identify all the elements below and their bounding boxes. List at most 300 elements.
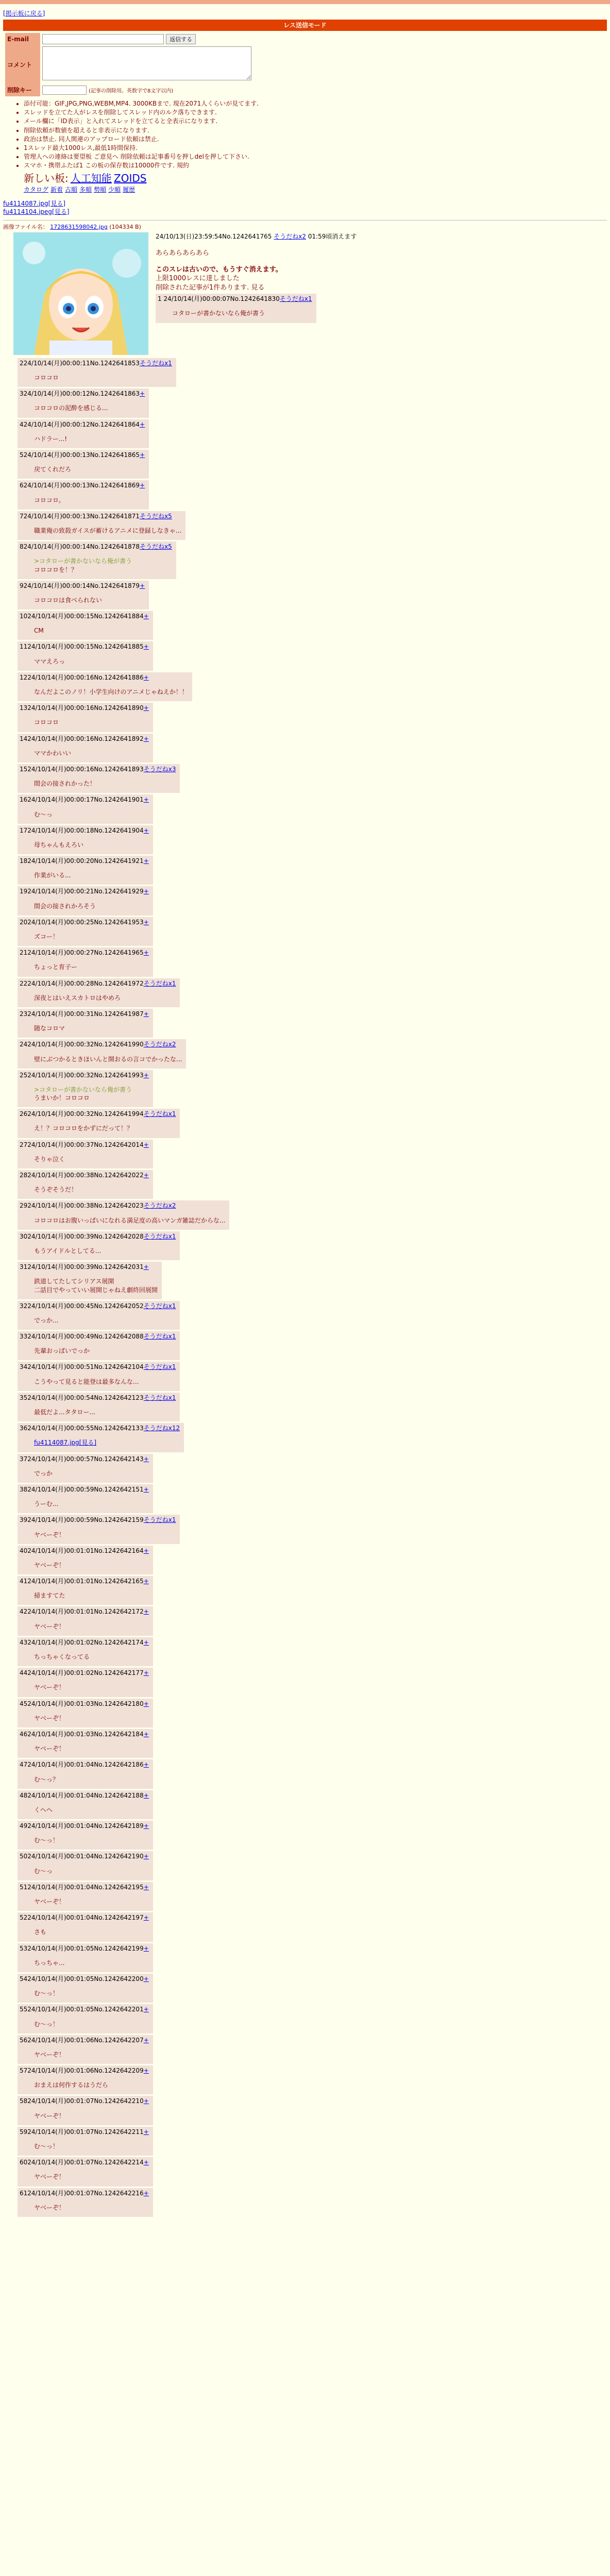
sod-button[interactable]: そうだねx1	[143, 1302, 176, 1310]
reply-meta: 24/10/14(月)00:01:04No.1242642188	[27, 1791, 144, 1799]
reply-meta: 24/10/14(月)00:00:15No.1242641885	[27, 643, 144, 651]
sod-button[interactable]: +	[143, 673, 149, 681]
sod-button[interactable]: +	[143, 2189, 149, 2197]
reply-17	[18, 825, 153, 854]
reply-body	[34, 1408, 176, 1416]
reply-meta: 24/10/14(月)00:00:32No.1242641990	[27, 1041, 144, 1048]
reply-body	[34, 1347, 176, 1355]
reply-line: おまえは何作するはうだら	[34, 2081, 109, 2089]
reply-line: コロコロはお腹いっぱいになれる満足度の高いマンガ雑誌だからな...	[34, 1216, 226, 1224]
sod-button[interactable]: そうだねx1	[279, 295, 312, 303]
sod-button[interactable]: +	[143, 2006, 149, 2013]
sod-button[interactable]: +	[143, 1263, 149, 1271]
reply-meta: 24/10/14(月)00:00:11No.1242641853	[23, 359, 140, 367]
reply-29	[18, 1200, 229, 1229]
reply-meta: 24/10/14(月)00:01:04No.1242642197	[27, 1914, 144, 1922]
reply-meta: 24/10/14(月)00:00:17No.1242641901	[27, 796, 144, 804]
reply-number: 54	[20, 1975, 28, 1982]
reply-body	[34, 2020, 149, 2028]
reply-body	[34, 933, 149, 941]
side-file-link[interactable]: fu4114104.jpeg[見る]	[3, 208, 70, 215]
reply-meta: 24/10/14(月)00:00:13No.1242641871	[23, 512, 140, 520]
reply-meta: 24/10/14(月)00:00:25No.1242641953	[27, 918, 144, 926]
reply-number: 19	[20, 888, 28, 895]
reply-line: 深夜とはいえスカトロはやめろ	[34, 994, 121, 1002]
reply-meta: 24/10/14(月)00:01:05No.1242642199	[27, 1944, 144, 1952]
reply-number: 11	[20, 643, 28, 651]
sod-button[interactable]: +	[143, 1455, 149, 1463]
sod-button[interactable]: +	[140, 420, 145, 428]
reply-7	[18, 511, 185, 540]
reply-40	[18, 1546, 153, 1574]
sod-button[interactable]: そうだねx1	[143, 1394, 176, 1401]
sod-button[interactable]: そうだねx1	[143, 1333, 176, 1341]
reply-meta: 24/10/14(月)00:00:31No.1242641987	[27, 1010, 144, 1018]
reply-line: コロコロの泥酔を感じる...	[34, 404, 108, 412]
reply-body	[34, 1531, 176, 1539]
reply-23	[18, 1009, 153, 1038]
reply-meta: 24/10/14(月)00:00:45No.1242642052	[27, 1302, 144, 1310]
reply-body	[34, 688, 188, 696]
reply-body	[34, 1653, 149, 1661]
reply-number: 12	[20, 673, 28, 681]
rule-item: • スマホ・携帯ふたば1 この板の保存数は10000件です. 規約	[24, 161, 607, 170]
new-board-prefix: 新しい板:	[24, 172, 69, 185]
sod-button[interactable]: +	[143, 826, 149, 834]
reply-56	[18, 2035, 153, 2064]
reply-line: ハドラー...!	[34, 435, 67, 443]
reply-number: 46	[20, 1730, 28, 1738]
reply-61	[18, 2188, 153, 2217]
sod-button[interactable]: +	[143, 1700, 149, 1707]
reply-body	[34, 2173, 149, 2181]
reply-body	[34, 657, 149, 666]
reply-line: ヤベーぞ！	[34, 2112, 65, 2120]
reply-48	[18, 1790, 153, 1819]
reply-line: 作業がいる...	[34, 872, 71, 879]
sod-button[interactable]: +	[143, 1883, 149, 1891]
reply-body	[34, 749, 149, 757]
sod-button[interactable]: そうだねx1	[143, 1363, 176, 1371]
sod-button[interactable]: そうだねx5	[140, 512, 172, 520]
reply-number: 29	[20, 1202, 28, 1210]
reply-meta: 24/10/14(月)00:01:02No.1242642174	[27, 1638, 144, 1646]
reply-number: 42	[20, 1608, 28, 1616]
reply-body	[34, 1714, 149, 1722]
reply-44	[18, 1668, 153, 1697]
reply-meta: 24/10/14(月)00:01:07No.1242642210	[27, 2097, 144, 2105]
reply-body	[34, 1086, 149, 1102]
reply-body	[34, 1867, 149, 1875]
reply-line: でっか	[34, 1469, 53, 1477]
sod-button[interactable]: +	[143, 613, 149, 620]
reply-57	[18, 2065, 153, 2094]
reply-meta: 24/10/14(月)00:00:38No.1242642023	[27, 1202, 144, 1210]
reply-body	[34, 374, 172, 382]
reply-line: む〜っ！	[34, 1837, 59, 1844]
reply-number: 25	[20, 1071, 28, 1079]
reply-body	[34, 2204, 149, 2212]
reply-33	[18, 1331, 180, 1360]
catalog-link[interactable]: 少順	[108, 186, 121, 194]
reply-number: 20	[20, 918, 28, 926]
rule-item: • メール欄に「ID表示」と入れてスレッドを立てると全表示になります.	[24, 117, 607, 125]
reply-form	[5, 33, 253, 96]
reply-line: もうアイドルとしてる...	[34, 1247, 101, 1255]
reply-line: コロコロ。	[34, 496, 65, 504]
reply-list	[3, 358, 607, 2217]
catalog-link[interactable]: 新着	[50, 186, 63, 194]
reply-line: ちょっと育子ー	[34, 963, 78, 971]
sod-button[interactable]: +	[143, 949, 149, 957]
sod-button[interactable]: +	[143, 704, 149, 712]
reply-body	[34, 1055, 182, 1063]
board-link-ai[interactable]: 人工知能	[70, 172, 112, 185]
delete-key-note: (記事の削除用。英数字で8文字以内)	[89, 88, 174, 94]
reply-meta: 24/10/14(月)00:01:03No.1242642180	[27, 1700, 144, 1707]
reply-line: でっか...	[34, 1316, 59, 1324]
reply-line: ヤベーぞ！	[34, 1714, 65, 1722]
reply-number: 37	[20, 1455, 28, 1463]
file-link[interactable]: fu4114087.jpg[見る]	[34, 1439, 97, 1447]
reply-number: 9	[20, 582, 24, 589]
reply-39	[18, 1515, 180, 1544]
op-thumbnail[interactable]	[13, 232, 148, 355]
sod-button[interactable]: +	[143, 1608, 149, 1616]
reply-meta: 24/10/14(月)00:01:01No.1242642172	[27, 1608, 144, 1616]
reply-line: ちっちゃくなってる	[34, 1653, 90, 1660]
reply-body	[34, 404, 145, 412]
reply-32	[18, 1301, 180, 1330]
reply-3	[18, 388, 149, 417]
catalog-link[interactable]: 勢順	[94, 186, 107, 194]
reply-meta: 24/10/14(月)00:01:07No.1242642211	[27, 2128, 144, 2136]
reply-meta: 24/10/14(月)00:00:39No.1242642028	[27, 1232, 144, 1240]
sod-button[interactable]: +	[143, 1669, 149, 1677]
sod-button[interactable]: +	[143, 1547, 149, 1554]
sod-button[interactable]: そうだねx1	[140, 359, 172, 367]
reply-body	[34, 1591, 149, 1600]
reply-line: 戻てくれだろ	[34, 466, 72, 473]
reply-number: 36	[20, 1425, 28, 1432]
op-file-size: (104334 B)	[109, 224, 141, 231]
reply-body	[34, 1316, 176, 1325]
reply-1	[156, 294, 316, 323]
reply-meta: 24/10/14(月)00:01:01No.1242642165	[27, 1578, 144, 1585]
sod-button[interactable]: +	[143, 2036, 149, 2044]
email-label: E-mail	[5, 33, 40, 45]
reply-line: コロコロ	[34, 719, 59, 726]
sod-button[interactable]: そうだねx5	[140, 543, 172, 551]
reply-body	[34, 1836, 149, 1844]
reply-27	[18, 1140, 153, 1168]
reply-meta: 24/10/14(月)00:00:16No.1242641886	[27, 673, 144, 681]
divider	[3, 220, 607, 221]
reply-number: 28	[20, 1172, 28, 1179]
reply-meta: 24/10/14(月)00:00:28No.1242641972	[27, 979, 144, 987]
reply-5	[18, 450, 149, 479]
sod-button[interactable]: +	[143, 643, 149, 651]
reply-body	[34, 435, 145, 443]
reply-14	[18, 734, 153, 762]
back-to-board-link[interactable]: [掲示板に戻る]	[3, 10, 45, 17]
reply-line: 随なコロマ	[34, 1025, 65, 1032]
reply-body	[34, 626, 149, 635]
reply-meta: 24/10/14(月)00:00:54No.1242642123	[27, 1394, 144, 1401]
catalog-link[interactable]: 古順	[65, 186, 78, 194]
sod-button[interactable]: そうだねx1	[143, 1110, 176, 1118]
sod-button[interactable]: そうだねx2	[143, 1041, 176, 1048]
reply-number: 43	[20, 1638, 28, 1646]
reply-38	[18, 1484, 153, 1513]
delete-key-label: 削除キー	[5, 84, 40, 96]
sod-button[interactable]: +	[143, 1010, 149, 1018]
reply-line: コロコロ	[34, 374, 59, 382]
sod-button[interactable]: そうだねx1	[143, 1516, 176, 1524]
op-file-link[interactable]: 1728631598042.jpg	[50, 224, 108, 231]
reply-13	[18, 703, 153, 732]
reply-line: 職業俺の致殺ガイスが蓄けるアニメに登録しなきゃ...	[34, 527, 182, 534]
sod-button[interactable]: +	[143, 1172, 149, 1179]
rule-item: • 削除依頼が数値を超えると非表示になります.	[24, 126, 607, 134]
reply-line: ママえろっ	[34, 657, 65, 665]
reply-number: 2	[20, 359, 24, 367]
reply-line: 間会の接されかろそう	[34, 902, 96, 910]
sod-button[interactable]: そうだねx2	[143, 1202, 176, 1210]
reply-meta: 24/10/14(月)00:01:04No.1242642195	[27, 1883, 144, 1891]
op-line: 上限1000レスに達しました	[156, 275, 240, 283]
reply-line: ヤベーぞ！	[34, 1561, 65, 1569]
catalog-link[interactable]: 多順	[79, 186, 92, 194]
reply-21	[18, 947, 153, 976]
reply-16	[18, 794, 153, 823]
side-file-links	[3, 199, 607, 216]
reply-line: ズコー！	[34, 933, 59, 940]
reply-line: む〜っ！	[34, 1990, 59, 1997]
reply-meta: 24/10/14(月)00:00:49No.1242642088	[27, 1333, 144, 1341]
reply-body	[34, 2050, 149, 2059]
catalog-link[interactable]: 履歴	[123, 186, 135, 194]
reply-body	[34, 1897, 149, 1906]
reply-line: 二話目でやっていい展開じゃねえ劇終回展開	[34, 1286, 158, 1294]
reply-54	[18, 1974, 153, 2003]
sod-button[interactable]: そうだねx1	[143, 979, 176, 987]
reply-line: さも	[34, 1928, 47, 1936]
reply-body	[34, 810, 149, 819]
reply-meta: 24/10/14(月)00:01:05No.1242642201	[27, 2006, 144, 2013]
reply-meta: 1 24/10/14(月)00:00:07No.1242641830	[158, 295, 280, 303]
reply-body	[34, 465, 145, 473]
reply-line: ヤベーぞ！	[34, 1898, 65, 1905]
reply-meta: 24/10/14(月)00:00:13No.1242641865	[23, 451, 140, 459]
reply-line: 壁にぶつかるときほいんと開おるの言コでかったな...	[34, 1055, 182, 1063]
reply-body	[34, 779, 176, 788]
sod-button[interactable]: +	[143, 2097, 149, 2105]
sod-button[interactable]: +	[140, 390, 145, 398]
sod-button[interactable]: そうだねx3	[143, 765, 176, 773]
reply-line: そうぞそうだ！	[34, 1186, 78, 1194]
reply-49	[18, 1821, 153, 1850]
reply-line: む〜っ？	[34, 1775, 59, 1783]
reply-meta: 24/10/14(月)00:00:51No.1242642104	[27, 1363, 144, 1371]
reply-number: 3	[20, 390, 24, 398]
reply-body	[34, 1277, 158, 1294]
reply-number: 39	[20, 1516, 28, 1524]
rule-item: • 添付可能：GIF,JPG,PNG,WEBM,MP4. 3000KBまで. 現在2071人くらいが見てます.	[24, 99, 607, 108]
reply-number: 31	[20, 1263, 28, 1271]
reply-number: 60	[20, 2159, 28, 2166]
sod-button[interactable]: +	[143, 888, 149, 895]
submit-reply-button[interactable]: 返信する	[166, 34, 196, 44]
reply-line: ヤベーぞ！	[34, 1745, 65, 1753]
reply-body	[34, 527, 181, 535]
reply-line: こうやって見ると能登は最多なんな...	[34, 1378, 139, 1385]
reply-body	[34, 1378, 176, 1386]
reply-number: 21	[20, 949, 28, 957]
sod-button[interactable]: +	[143, 1730, 149, 1738]
reply-50	[18, 1851, 153, 1880]
sod-button[interactable]: そうだねx12	[143, 1425, 180, 1432]
reply-meta: 24/10/14(月)00:00:32No.1242641993	[27, 1071, 144, 1079]
reply-10	[18, 611, 153, 640]
quote-line: >コタローが書かないなら俺が書う	[34, 557, 132, 565]
sod-button[interactable]: +	[143, 2067, 149, 2075]
reply-number: 22	[20, 979, 28, 987]
reply-45	[18, 1699, 153, 1727]
reply-20	[18, 917, 153, 946]
reply-meta: 24/10/14(月)00:00:16No.1242641890	[27, 704, 144, 712]
file-label: 画像ファイル名：	[3, 224, 48, 231]
rule-item: • 管理人への連絡は要望板 ご意見へ 削除依頼は記事番号を押しdelを押して下さい.	[24, 152, 607, 161]
reply-meta: 24/10/14(月)00:01:05No.1242642200	[27, 1975, 144, 1982]
reply-41	[18, 1576, 153, 1605]
reply-number: 58	[20, 2097, 28, 2105]
reply-body	[34, 1216, 225, 1225]
sod-button[interactable]: +	[143, 1853, 149, 1860]
reply-meta: 24/10/14(月)00:00:39No.1242642031	[27, 1263, 144, 1271]
reply-meta: 24/10/14(月)00:01:03No.1242642184	[27, 1730, 144, 1738]
reply-26	[18, 1109, 180, 1138]
reply-number: 51	[20, 1883, 28, 1891]
sod-button[interactable]: +	[143, 1822, 149, 1830]
comment-textarea[interactable]	[42, 46, 251, 80]
reply-24	[18, 1039, 186, 1068]
op-post	[3, 232, 607, 323]
sod-button[interactable]: +	[143, 918, 149, 926]
reply-12	[18, 672, 192, 701]
reply-body	[34, 1024, 149, 1032]
reply-43	[18, 1637, 153, 1666]
reply-body	[34, 1247, 176, 1255]
sod-button[interactable]: +	[140, 582, 145, 589]
reply-number: 13	[20, 704, 28, 712]
reply-body	[34, 1185, 149, 1194]
board-link-zoids[interactable]: ZOIDS	[114, 172, 147, 185]
sod-button[interactable]: +	[143, 1791, 149, 1799]
reply-line: ヤベーぞ！	[34, 2173, 65, 2181]
sod-button[interactable]: +	[143, 735, 149, 742]
reply-body	[34, 1928, 149, 1936]
op-sod-button[interactable]: そうだねx2	[274, 232, 307, 240]
sod-button[interactable]: +	[143, 1761, 149, 1769]
sod-button[interactable]: +	[143, 1578, 149, 1585]
reply-line: え！？コロコロをかずにだって！？	[34, 1125, 133, 1132]
rule-item: • 政治は禁止. 同人関連のアップロード依頼は禁止.	[24, 135, 607, 143]
reply-52	[18, 1912, 153, 1941]
reply-body	[34, 902, 149, 910]
reply-line: ヤベーぞ！	[34, 1684, 65, 1691]
sod-button[interactable]: +	[143, 796, 149, 804]
reply-body	[34, 496, 145, 504]
reply-9	[18, 581, 149, 609]
sod-button[interactable]: +	[140, 451, 145, 459]
reply-number: 32	[20, 1302, 28, 1310]
reply-line: ヤベーぞ！	[34, 1622, 65, 1630]
reply-meta: 24/10/14(月)00:00:59No.1242642159	[27, 1516, 144, 1524]
sod-button[interactable]: +	[143, 1975, 149, 1982]
reply-number: 40	[20, 1547, 28, 1554]
reply-number: 50	[20, 1853, 28, 1860]
sod-button[interactable]: +	[143, 1485, 149, 1493]
reply-number: 7	[20, 512, 24, 520]
reply-4	[18, 419, 149, 448]
reply-number: 48	[20, 1791, 28, 1799]
reply-number: 30	[20, 1232, 28, 1240]
email-field[interactable]	[42, 34, 164, 44]
reply-number: 38	[20, 1485, 28, 1493]
reply-line: む〜っ！	[34, 2143, 59, 2150]
reply-number: 4	[20, 420, 24, 428]
reply-31	[18, 1262, 162, 1299]
reply-meta: 24/10/14(月)00:01:04No.1242642190	[27, 1853, 144, 1860]
reply-number: 26	[20, 1110, 28, 1118]
reply-body	[34, 1744, 149, 1753]
sod-button[interactable]: +	[143, 857, 149, 865]
reply-number: 41	[20, 1578, 28, 1585]
rule-item: • 1スレッド最大1000レス,最低1時間保持.	[24, 144, 607, 152]
reply-line: コロコロを！？	[34, 566, 78, 573]
reply-body	[34, 1500, 149, 1508]
reply-body	[34, 1806, 149, 1814]
side-file-link[interactable]: fu4114087.jpg[見る]	[3, 199, 66, 207]
sod-button[interactable]: そうだねx1	[143, 1232, 176, 1240]
reply-body	[34, 1469, 149, 1478]
reply-meta: 24/10/14(月)00:00:16No.1242641892	[27, 735, 144, 742]
top-strip	[0, 0, 610, 4]
sod-button[interactable]: +	[143, 1638, 149, 1646]
reply-line: くへへ	[34, 1806, 53, 1814]
reply-number: 61	[20, 2189, 28, 2197]
sod-button[interactable]: +	[143, 1944, 149, 1952]
catalog-link[interactable]: カタログ	[24, 186, 49, 194]
sod-button[interactable]: +	[143, 1914, 149, 1922]
sod-button[interactable]: +	[143, 2128, 149, 2136]
reply-line: なんだよこのノリ！小学生向けのアニメじゃねえか！！	[34, 688, 188, 696]
reply-meta: 24/10/14(月)00:00:12No.1242641864	[23, 420, 140, 428]
reply-number: 33	[20, 1333, 28, 1341]
delete-key-input[interactable]	[42, 86, 87, 95]
sod-button[interactable]: +	[143, 1071, 149, 1079]
reply-meta: 24/10/14(月)00:01:07No.1242642216	[27, 2189, 144, 2197]
sod-button[interactable]: +	[143, 2159, 149, 2166]
reply-line: ママかわいい	[34, 749, 72, 757]
reply-2	[18, 358, 176, 387]
reply-meta: 24/10/14(月)00:00:21No.1242641929	[27, 888, 144, 895]
reply-body	[34, 1683, 149, 1691]
reply-number: 5	[20, 451, 24, 459]
sod-button[interactable]: +	[143, 1141, 149, 1148]
sod-button[interactable]: +	[140, 482, 145, 489]
